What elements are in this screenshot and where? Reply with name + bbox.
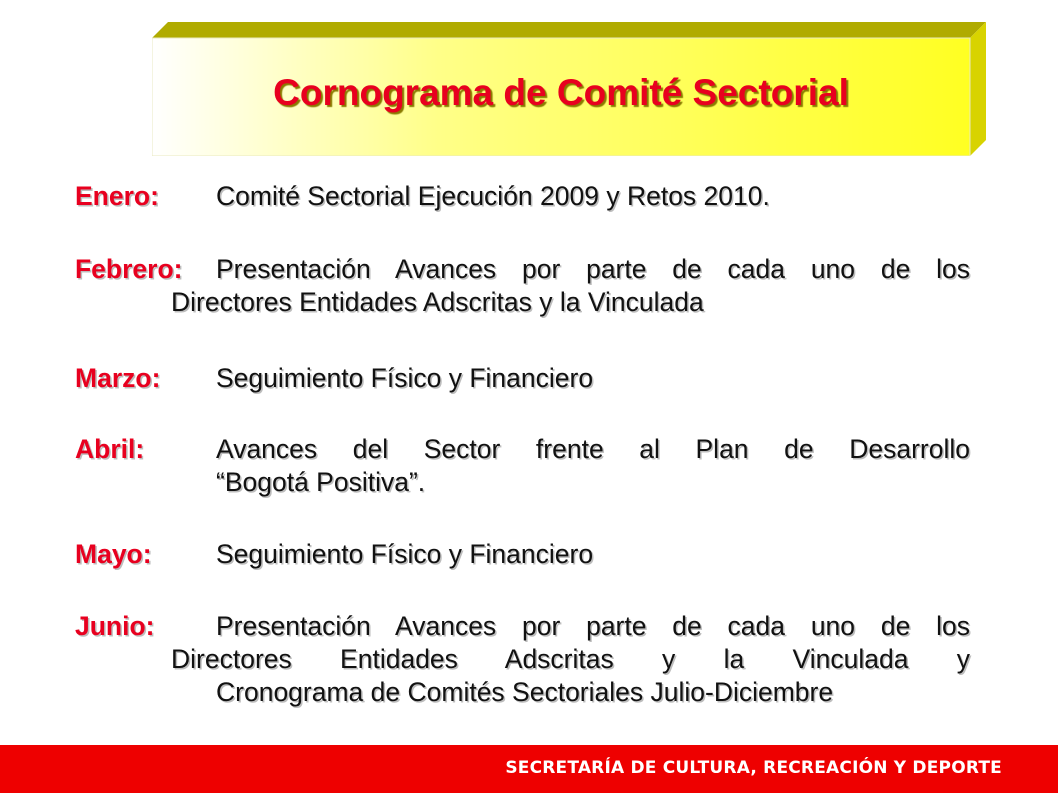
entry-text: Seguimiento Físico y Financiero	[216, 539, 594, 569]
entry-text: Seguimiento Físico y Financiero	[216, 363, 594, 393]
month-label: Enero:	[75, 181, 159, 211]
entry-text: “Bogotá Positiva”.	[216, 467, 426, 497]
month-label: Junio:	[75, 611, 155, 641]
schedule-entry-marzo	[75, 362, 970, 395]
footer-text: SECRETARÍA DE CULTURA, RECREACIÓN Y DEPORTE	[505, 758, 1002, 778]
entry-text: Presentación Avances por parte de cada uno de los	[216, 611, 970, 641]
footer-bar	[0, 745, 1058, 793]
entry-text: Cronograma de Comités Sectoriales Julio-Diciembre	[216, 677, 834, 707]
schedule-entry-enero	[75, 180, 970, 213]
entry-text: Presentación Avances por parte de cada uno de los	[216, 254, 970, 284]
entry-text: Comité Sectorial Ejecución 2009 y Retos 2010.	[216, 181, 770, 211]
schedule-entry-junio	[75, 610, 970, 709]
schedule-entry-abril	[75, 433, 970, 499]
entry-text: Directores Entidades Adscritas y la Vinculada y	[171, 644, 970, 674]
schedule-entry-mayo	[75, 538, 970, 571]
month-label: Marzo:	[75, 363, 161, 393]
schedule-entry-febrero	[75, 253, 970, 319]
month-label: Mayo:	[75, 539, 152, 569]
entry-text: Avances del Sector frente al Plan de Desarrollo	[216, 434, 970, 464]
month-label: Febrero:	[75, 254, 183, 284]
entry-text: Directores Entidades Adscritas y la Vinculada	[171, 287, 704, 317]
month-label: Abril:	[75, 434, 145, 464]
slide-title: Cornograma de Comité Sectorial	[273, 72, 849, 113]
